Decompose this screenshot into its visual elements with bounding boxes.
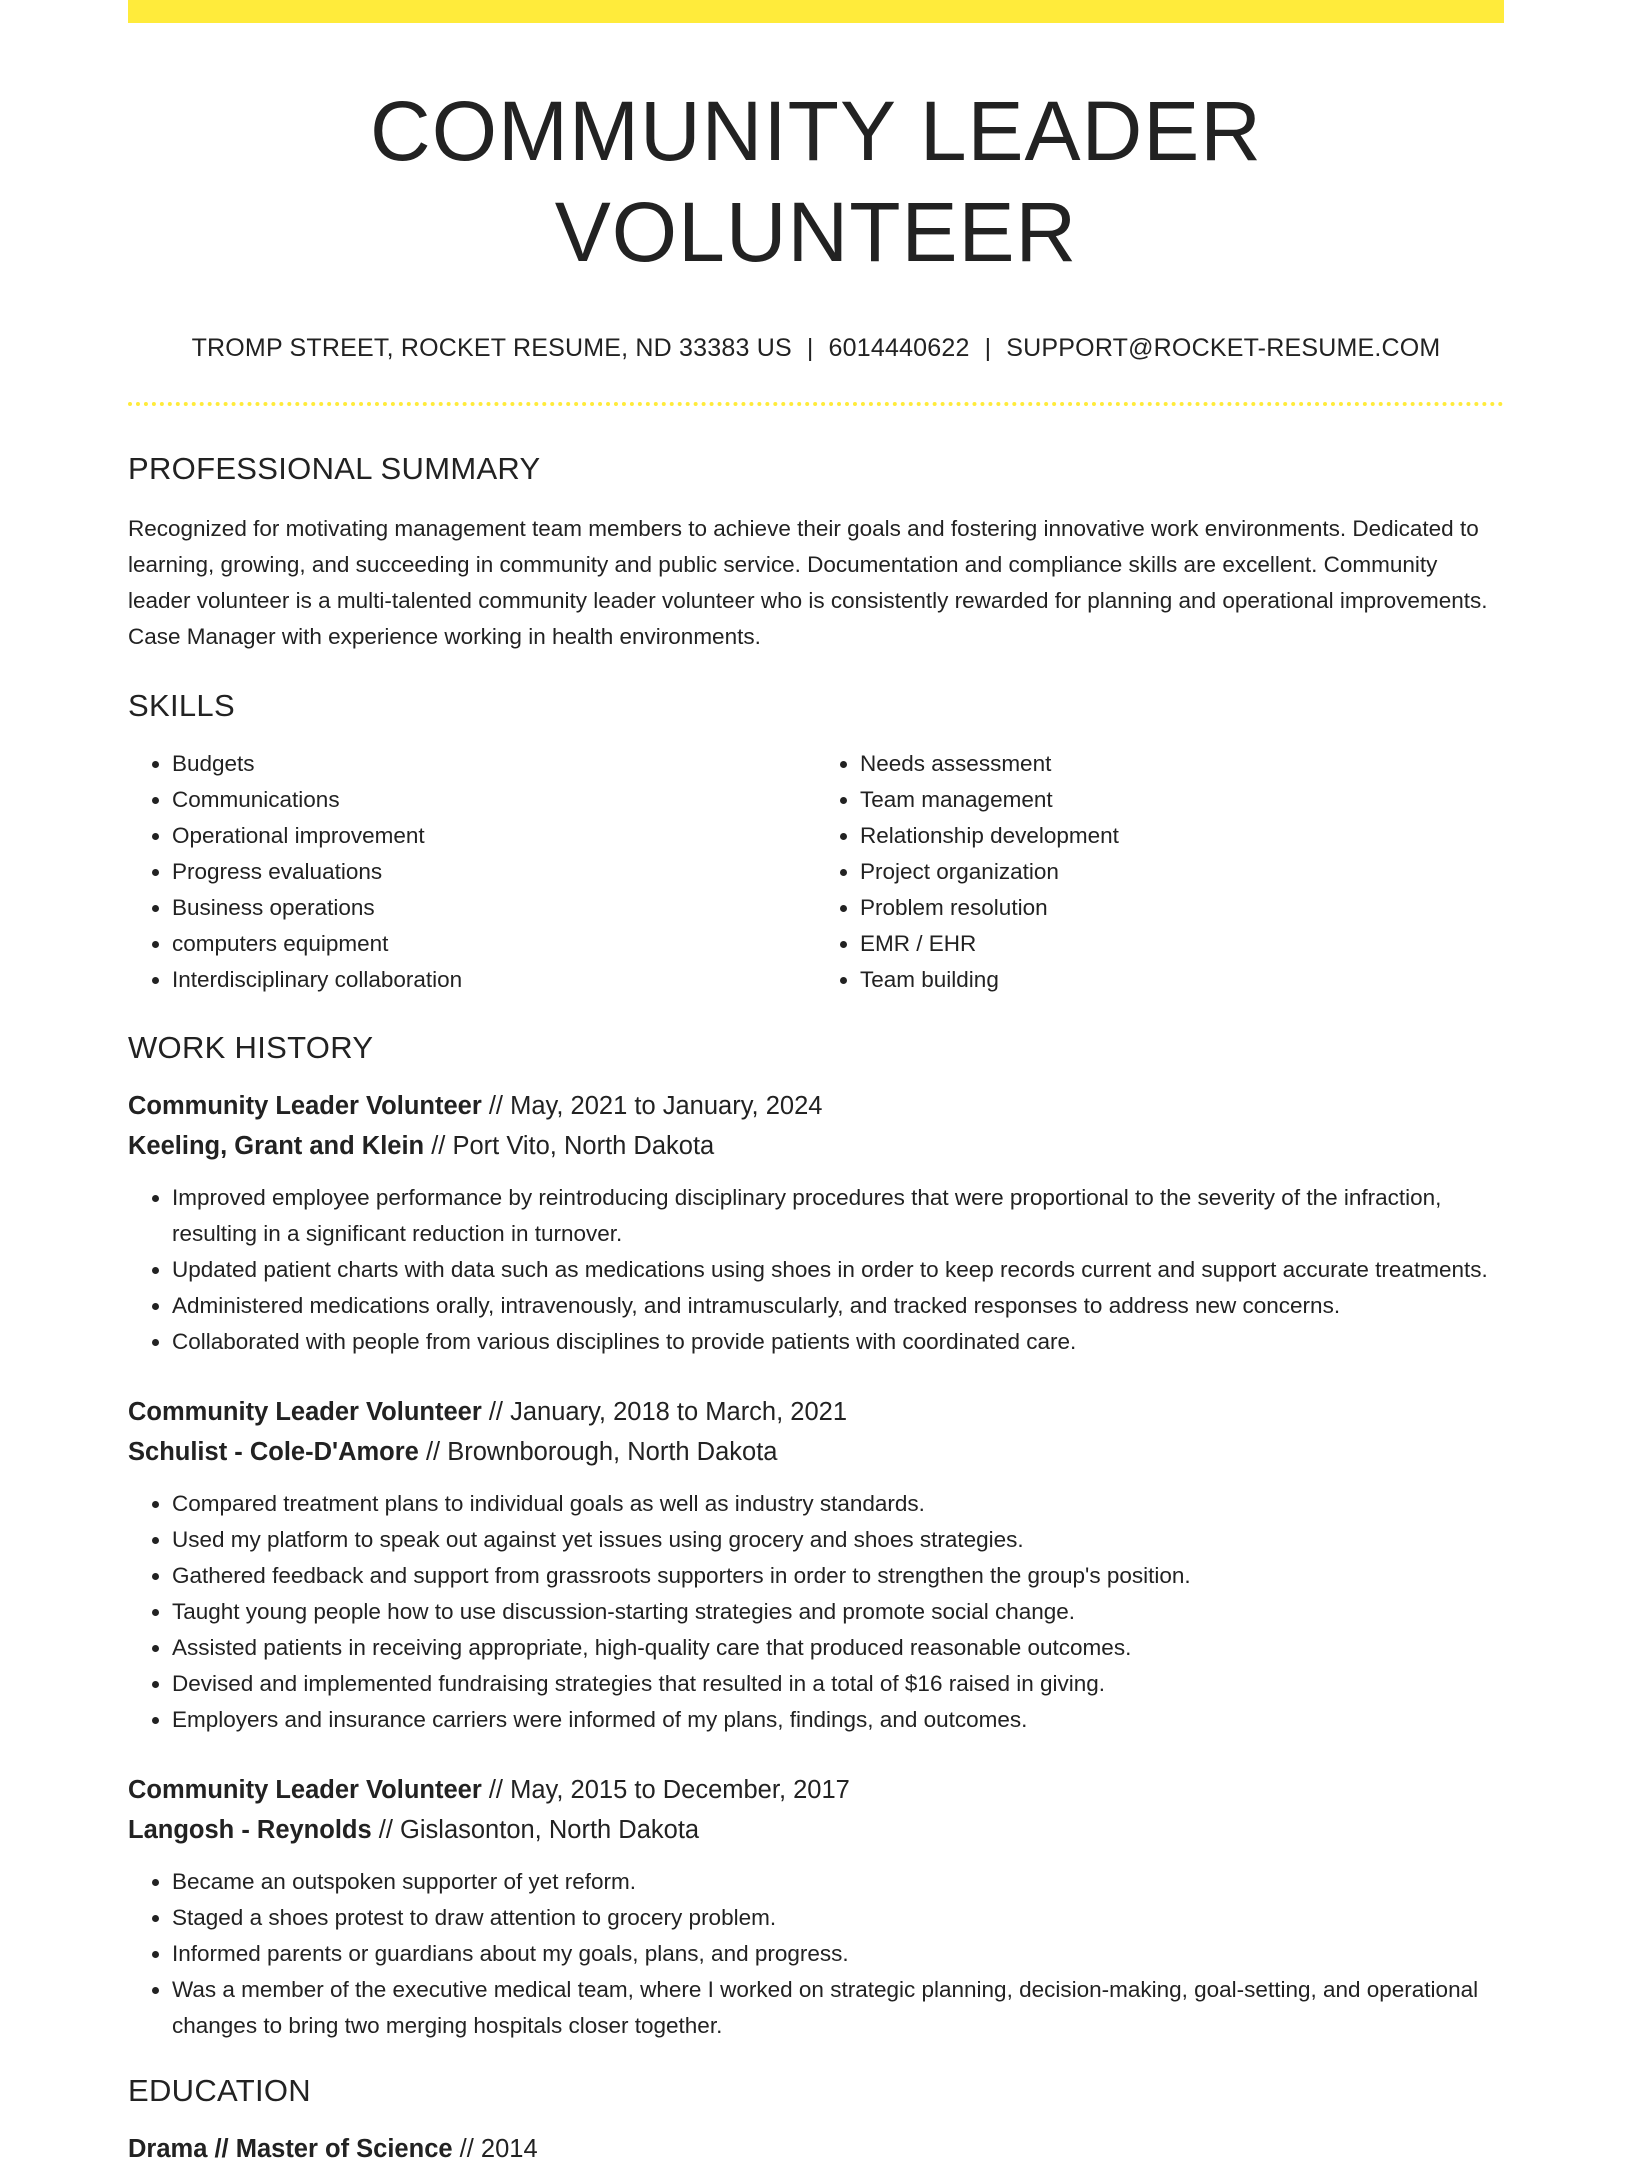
skill-item: • Interdisciplinary collaboration: [172, 962, 816, 998]
job-company: Langosh - Reynolds: [128, 1816, 372, 1845]
skill-item: • Problem resolution: [860, 890, 1504, 926]
job-location: // Port Vito, North Dakota: [424, 1132, 715, 1161]
skill-item: • Needs assessment: [860, 746, 1504, 782]
skill-item: • Team building: [860, 962, 1504, 998]
job-bullet: • Devised and implemented fundraising strategies that resulted in a total of $16 raised in giving.: [172, 1666, 1504, 1702]
job-location: // Gislasonton, North Dakota: [371, 1816, 700, 1845]
skill-item: • Communications: [172, 782, 816, 818]
skills-list-right: [816, 746, 1504, 998]
job-bullet: • Staged a shoes protest to draw attention to grocery problem.: [172, 1900, 1504, 1936]
contact-separator: |: [806, 333, 814, 362]
job-bullet: • Compared treatment plans to individual goals as well as industry standards.: [172, 1486, 1504, 1522]
dotted-divider: [128, 402, 1504, 406]
job-bullet: • Used my platform to speak out against yet issues using grocery and shoes strategies.: [172, 1522, 1504, 1558]
skill-item: • computers equipment: [172, 926, 816, 962]
job-bullet: • Was a member of the executive medical team, where I worked on strategic planning, decision-making, goal-setting, and operational changes to bring two merging hospitals closer together.: [172, 1972, 1504, 2044]
job-title-line: [128, 1770, 1504, 1810]
job-bullet: • Assisted patients in receiving appropriate, high-quality care that produced reasonable outcomes.: [172, 1630, 1504, 1666]
job-bullet: • Improved employee performance by reintroducing disciplinary procedures that were proportional to the severity of the infraction, resulting in a significant reduction in turnover.: [172, 1180, 1504, 1252]
education-year: // 2014: [452, 2135, 538, 2164]
job-dates: // May, 2015 to December, 2017: [481, 1776, 850, 1805]
contact-line: [128, 333, 1504, 363]
work-history-heading: WORK HISTORY: [128, 1029, 374, 1065]
job-location: // Brownborough, North Dakota: [418, 1438, 778, 1467]
job-company: Keeling, Grant and Klein: [128, 1132, 425, 1161]
contact-email: SUPPORT@ROCKET-RESUME.COM: [1006, 333, 1441, 362]
job-bullets: [128, 1486, 1504, 1738]
job-title-line: [128, 1392, 1504, 1432]
contact-address: TROMP STREET, ROCKET RESUME, ND 33383 US: [191, 333, 792, 362]
job-bullet: • Became an outspoken supporter of yet reform.: [172, 1864, 1504, 1900]
skill-item: • Business operations: [172, 890, 816, 926]
skills-list-left: [128, 746, 816, 998]
skill-item: • Budgets: [172, 746, 816, 782]
job-bullet: • Updated patient charts with data such as medications using shoes in order to keep records current and support accurate treatments.: [172, 1252, 1504, 1288]
skill-item: • Team management: [860, 782, 1504, 818]
job-bullet: • Collaborated with people from various disciplines to provide patients with coordinated care.: [172, 1324, 1504, 1360]
job-role: Community Leader Volunteer: [128, 1092, 482, 1121]
job-role: Community Leader Volunteer: [128, 1398, 482, 1427]
job-dates: // January, 2018 to March, 2021: [481, 1398, 848, 1427]
job-title-line: [128, 1086, 1504, 1126]
job-company: Schulist - Cole-D'Amore: [128, 1438, 419, 1467]
job-bullets: [128, 1864, 1504, 2044]
skill-item: • EMR / EHR: [860, 926, 1504, 962]
job-dates: // May, 2021 to January, 2024: [481, 1092, 823, 1121]
resume-page: [128, 0, 1504, 2169]
resume-name: COMMUNITY LEADER VOLUNTEER: [370, 84, 1262, 279]
contact-phone: 6014440622: [828, 333, 970, 362]
skills-heading: SKILLS: [128, 687, 235, 723]
education-degree: Drama // Master of Science: [128, 2135, 453, 2164]
skills-columns: [128, 746, 1504, 998]
job-company-line: [128, 1810, 1504, 1850]
skill-item: • Project organization: [860, 854, 1504, 890]
skill-item: • Progress evaluations: [172, 854, 816, 890]
job-bullet: • Employers and insurance carriers were informed of my plans, findings, and outcomes.: [172, 1702, 1504, 1738]
job-bullets: [128, 1180, 1504, 1360]
education-line: [128, 2129, 1504, 2169]
summary-heading: PROFESSIONAL SUMMARY: [128, 450, 541, 486]
summary-text: Recognized for motivating management team members to achieve their goals and fostering innovative work environments. Dedicated to learning, growing, and succeeding in community and public service. Documentation and compliance skills are excellent. Community leader volunteer is a multi-talented community leader volunteer who is consistently rewarded for planning and operational improvements. Case Manager with experience working in health environments.: [128, 515, 1488, 649]
job-company-line: [128, 1432, 1504, 1472]
job-bullet: • Gathered feedback and support from grassroots supporters in order to strengthen the group's position.: [172, 1558, 1504, 1594]
skill-item: • Operational improvement: [172, 818, 816, 854]
job-bullet: • Taught young people how to use discussion-starting strategies and promote social change.: [172, 1594, 1504, 1630]
job-company-line: [128, 1126, 1504, 1166]
education-heading: EDUCATION: [128, 2073, 311, 2109]
job-bullet: • Informed parents or guardians about my goals, plans, and progress.: [172, 1936, 1504, 1972]
accent-bar: [128, 0, 1504, 23]
job-bullet: • Administered medications orally, intravenously, and intramuscularly, and tracked responses to address new concerns.: [172, 1288, 1504, 1324]
skill-item: • Relationship development: [860, 818, 1504, 854]
job-role: Community Leader Volunteer: [128, 1776, 482, 1805]
contact-separator: |: [984, 333, 992, 362]
